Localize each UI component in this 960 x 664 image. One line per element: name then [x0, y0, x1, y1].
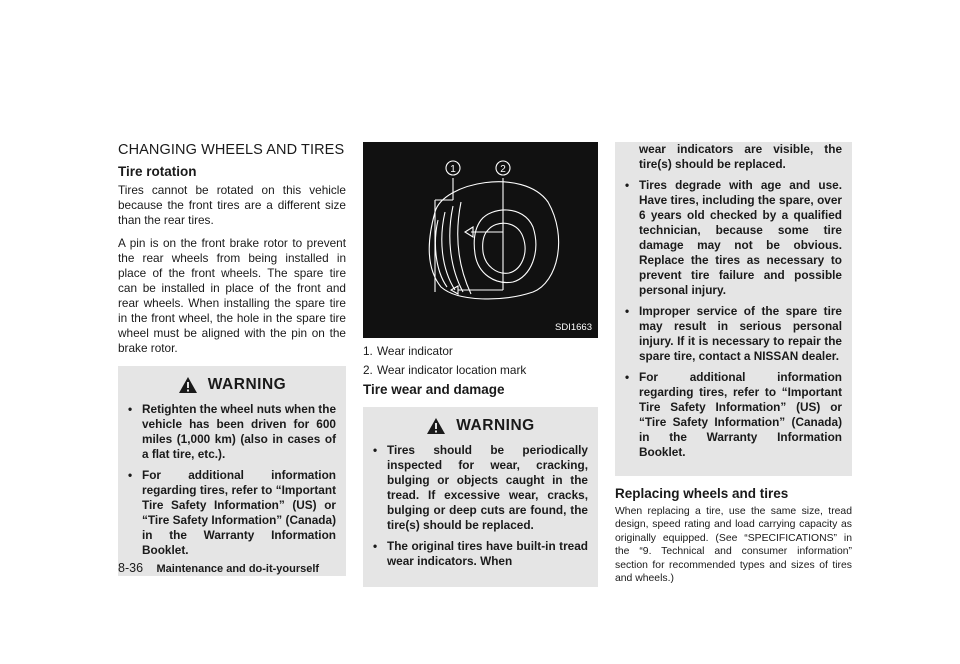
bullet: •: [625, 370, 630, 384]
warning-item: [625, 370, 842, 460]
caption-number: 2.: [363, 363, 373, 377]
warning-triangle-icon: [426, 417, 446, 435]
paragraph: A pin is on the front brake rotor to prevent the rear wheels from being installed in place of the front wheels. The spare tire can be installed in place of the front and rear wheels. When installing the spare tire in the front wheel, the hole in the spare tire wheel must be aligned with the pin on the brake rotor.: [118, 236, 346, 355]
warning-header: [373, 417, 588, 435]
left-column: [118, 142, 346, 576]
footer-section-name: Maintenance and do-it-yourself: [156, 563, 320, 575]
page-number: 8-36: [118, 561, 144, 575]
section-title: CHANGING WHEELS AND TIRES: [118, 142, 345, 158]
figure-captions: [363, 344, 598, 378]
warning-item: [373, 539, 588, 569]
callout-1: 1: [450, 164, 456, 175]
warning-item-text: For additional information regarding tires, refer to “Important Tire Safety Information” (US) or “Tire Safety Information” (Canada) in the Warranty Information Booklet.: [142, 468, 336, 557]
warning-list: [625, 142, 842, 460]
bullet: •: [625, 178, 630, 192]
paragraph: When replacing a tire, use the same size, tread design, speed rating and load carrying capacity as originally equipped. (See “SPECIFICATIONS” in the “9. Technical and consumer information” section for recommended types and sizes of tires and wheels.): [615, 506, 852, 585]
warning-item-text: For additional information regarding tires, refer to “Important Tire Safety Information” (US) or “Tire Safety Information” (Canada) in the Warranty Information Booklet.: [639, 370, 842, 459]
bullet: •: [128, 468, 133, 482]
warning-item-text: Improper service of the spare tire may result in serious personal injury. If it is necessary to repair the spare tire, contact a NISSAN dealer.: [639, 304, 842, 363]
tire-rotation-heading: Tire rotation: [118, 164, 197, 179]
paragraph: Tires cannot be rotated on this vehicle because the front tires are a different size than the rear tires.: [118, 183, 346, 227]
warning-box: [118, 366, 346, 576]
figure-code: SDI1663: [555, 322, 592, 333]
caption-text: Wear indicator location mark: [377, 363, 527, 377]
caption-item: [363, 344, 598, 359]
bullet: •: [373, 539, 378, 553]
right-column: [615, 142, 852, 593]
bullet: •: [128, 402, 133, 416]
middle-column: [363, 142, 598, 587]
warning-list: [373, 443, 588, 569]
warning-item-text: The original tires have built-in tread wear indicators. When: [387, 539, 588, 568]
warning-item: [373, 443, 588, 533]
tire-illustration: [363, 142, 598, 338]
tire-wear-heading: Tire wear and damage: [363, 382, 505, 397]
replacing-wheels-heading: Replacing wheels and tires: [615, 486, 789, 501]
warning-item: [128, 402, 336, 462]
warning-title: WARNING: [456, 417, 535, 434]
bullet: •: [373, 443, 378, 457]
caption-text: Wear indicator: [377, 344, 453, 358]
warning-box: [363, 407, 598, 587]
bullet: •: [625, 304, 630, 318]
page-footer: [118, 561, 319, 575]
warning-list: [128, 402, 336, 558]
warning-item: [625, 178, 842, 298]
caption-number: 1.: [363, 344, 373, 358]
warning-title: WARNING: [207, 376, 287, 393]
warning-item: [625, 304, 842, 364]
callout-2: 2: [500, 164, 506, 175]
warning-triangle-icon: [178, 376, 198, 394]
warning-item-text: wear indicators are visible, the tire(s) should be replaced.: [639, 142, 842, 171]
warning-item-text: Tires should be periodically inspected for wear, cracking, bulging or objects caught in the tread. If excessive wear, cracks, bulging or deep cuts are found, the tire(s) should be replaced.: [387, 443, 588, 532]
warning-header: [128, 376, 336, 394]
warning-item-text: Tires degrade with age and use. Have tires, including the spare, over 6 years old checked by a qualified technician, because some tire damage may not be obvious. Replace the tires as necessary to prevent tire failure and possible personal injury.: [639, 178, 842, 297]
warning-box-continued: [615, 142, 852, 476]
warning-item: [128, 468, 336, 558]
tire-wear-indicator-figure: [363, 142, 598, 338]
warning-item-continued: [625, 142, 842, 172]
caption-item: [363, 363, 598, 378]
warning-item-text: Retighten the wheel nuts when the vehicle has been driven for 600 miles (1,000 km) (also in cases of a flat tire, etc.).: [142, 402, 337, 461]
